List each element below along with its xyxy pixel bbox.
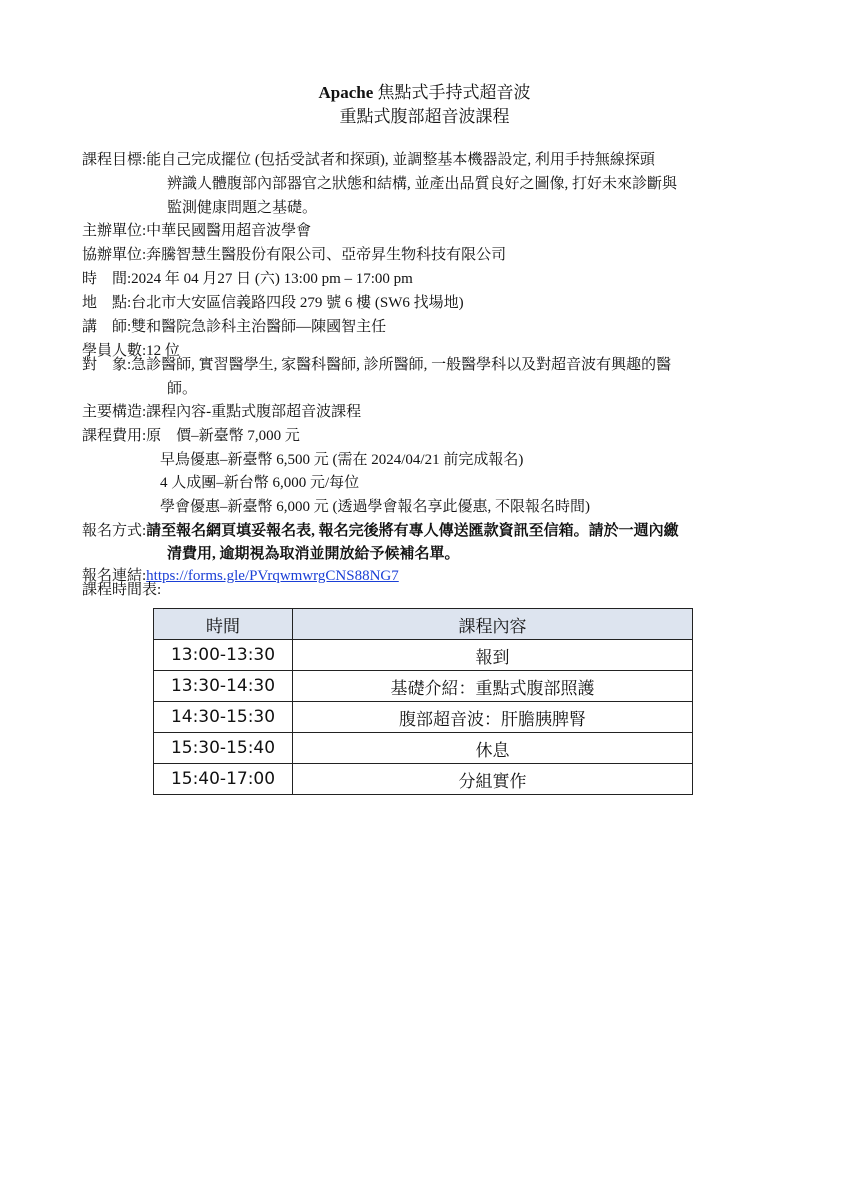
coorganizer-value: 奔騰智慧生醫股份有限公司、亞帝昇生物科技有限公司 [146,247,507,263]
fee-label: 課程費用: [82,428,147,444]
goal-text-line2: 辨識人體腹部內部器官之狀態和結構, 並產出品質良好之圖像, 打好未來診斷與 [167,176,678,192]
schedule-time-cell: 13:30-14:30 [154,671,293,702]
table-row [154,702,693,733]
document-title-line2: 重點式腹部超音波課程 [339,107,510,126]
capacity-label: 學員人數: [82,343,147,359]
organizer-label: 主辦單位: [82,223,147,239]
place-row [82,294,464,313]
goal-text-line1: 能自己完成擺位 (包括受試者和探頭), 並調整基本機器設定, 利用手持無線探頭 [146,152,655,168]
structure-value: 課程內容-重點式腹部超音波課程 [146,404,362,420]
schedule-header-time: 時間 [154,609,293,640]
fee-member: 學會優惠–新臺幣 6,000 元 (透過學會報名享此優惠, 不限報名時間) [160,499,590,515]
time-row [82,270,413,289]
schedule-content-cell: 分組實作 [293,764,693,795]
lecturer-value: 雙和醫院急診科主治醫師—陳國智主任 [131,319,387,335]
schedule-content-cell: 休息 [293,733,693,764]
register-row [82,522,679,541]
goal-row [82,151,655,170]
link-label: 報名連結: [82,568,147,584]
organizer-value: 中華民國醫用超音波學會 [146,223,312,239]
schedule-header-content: 課程內容 [293,609,693,640]
schedule-time-cell: 15:40-17:00 [154,764,293,795]
structure-row [82,403,361,422]
goal-text-line3: 監測健康問題之基礎。 [167,200,318,216]
audience-row [82,356,671,375]
lecturer-row [82,318,386,337]
fee-row [82,427,300,446]
schedule-time-cell: 15:30-15:40 [154,733,293,764]
fee-early-bird: 早鳥優惠–新臺幣 6,500 元 (需在 2024/04/21 前完成報名) [160,452,524,468]
registration-link[interactable]: https://forms.gle/PVrqwmwrgCNS88NG7 [146,568,399,584]
register-label: 報名方式: [82,523,147,539]
schedule-table [153,608,693,795]
table-row [154,733,693,764]
audience-text-line1: 急診醫師, 實習醫學生, 家醫科醫師, 診所醫師, 一般醫學科以及對超音波有興趣的醫 [131,357,672,373]
fee-original: 原 價–新臺幣 7,000 元 [146,428,300,444]
register-text-line1: 請至報名網頁填妥報名表, 報名完後將有專人傳送匯款資訊至信箱。請於一週內繳 [146,523,679,539]
lecturer-label: 講 師: [82,319,132,335]
goal-label: 課程目標: [82,152,147,168]
title-brand: Apache [318,83,374,102]
capacity-value: 12 位 [146,343,180,359]
document-title-line1 [0,82,849,104]
schedule-time-cell: 13:00-13:30 [154,640,293,671]
schedule-content-cell: 基礎介紹：重點式腹部照護 [293,671,693,702]
place-value: 台北市大安區信義路四段 279 號 6 樓 (SW6 找場地) [131,295,464,311]
coorganizer-label: 協辦單位: [82,247,147,263]
schedule-label: 課程時間表: [82,582,162,598]
structure-label: 主要構造: [82,404,147,420]
organizer-row [82,222,311,241]
title-line1-text: 焦點式手持式超音波 [373,83,531,102]
fee-group: 4 人成團–新台幣 6,000 元/每位 [160,475,360,491]
audience-text-line2: 師。 [167,381,198,397]
table-row [154,640,693,671]
table-row [154,764,693,795]
schedule-content-cell: 腹部超音波：肝膽胰脾腎 [293,702,693,733]
audience-label: 對 象: [82,357,132,373]
schedule-content-cell: 報到 [293,640,693,671]
time-label: 時 間: [82,271,132,287]
schedule-header-row [154,609,693,640]
table-row [154,671,693,702]
time-value: 2024 年 04 月27 日 (六) 13:00 pm – 17:00 pm [131,271,413,287]
place-label: 地 點: [82,295,132,311]
register-text-line2: 清費用, 逾期視為取消並開放給予候補名單。 [167,546,460,562]
coorganizer-row [82,246,506,265]
schedule-time-cell: 14:30-15:30 [154,702,293,733]
